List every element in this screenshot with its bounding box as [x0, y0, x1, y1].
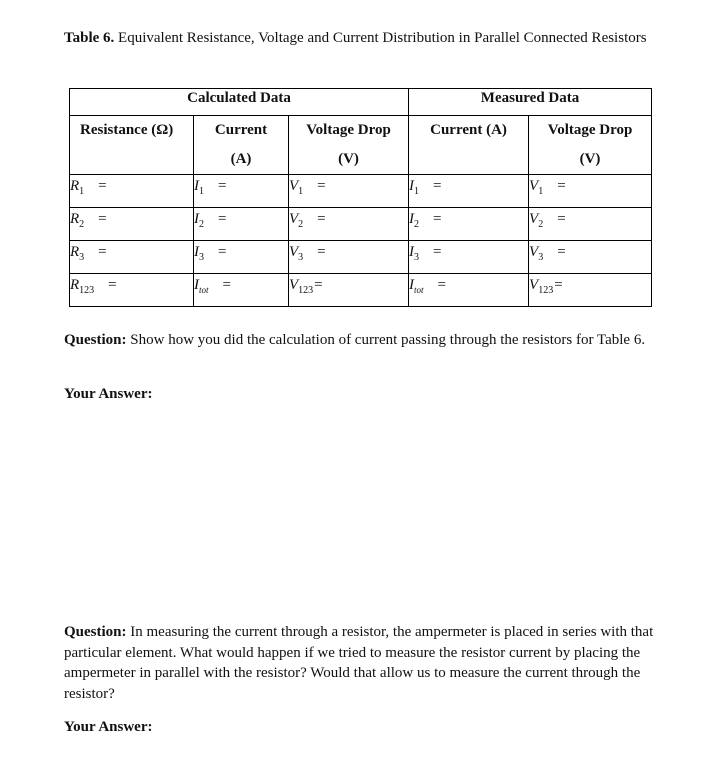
- table-cell[interactable]: [409, 208, 529, 241]
- answer-label-2: Your Answer:: [64, 719, 153, 735]
- table-row: [70, 208, 652, 241]
- subscript: 123: [538, 285, 554, 296]
- column-header-label: Voltage Drop: [306, 122, 391, 138]
- subscript: 3: [538, 252, 544, 263]
- equals-sign: =: [557, 178, 566, 194]
- equals-sign: =: [437, 277, 447, 293]
- column-header-calc-current: [194, 116, 289, 175]
- table-row: [70, 274, 652, 307]
- equals-sign: =: [317, 244, 326, 260]
- subscript: tot: [199, 285, 209, 295]
- subscript: 2: [414, 219, 420, 230]
- table-cell[interactable]: [194, 208, 289, 241]
- table-cell[interactable]: [289, 241, 409, 274]
- table-caption: [64, 28, 664, 49]
- symbol: I: [194, 178, 199, 194]
- symbol: I: [409, 277, 415, 293]
- table-cell[interactable]: [529, 175, 652, 208]
- table-cell[interactable]: [289, 274, 409, 307]
- equals-sign: =: [314, 277, 323, 293]
- equals-sign: =: [557, 211, 566, 227]
- column-header-label: Voltage Drop: [547, 122, 633, 138]
- table-caption-text: Equivalent Resistance, Voltage and Current Distribution in Parallel Connected Resistors: [114, 30, 647, 46]
- subscript: 3: [414, 252, 420, 263]
- equals-sign: =: [218, 178, 227, 194]
- symbol: R: [70, 277, 80, 293]
- column-header-label: Current: [214, 122, 268, 138]
- table-cell[interactable]: [409, 274, 529, 307]
- equals-sign: =: [557, 244, 566, 260]
- data-table: [69, 88, 652, 307]
- subscript: 123: [79, 285, 95, 296]
- table-cell[interactable]: [529, 241, 652, 274]
- equals-sign: =: [98, 211, 107, 227]
- equals-sign: =: [554, 277, 563, 293]
- symbol: I: [409, 244, 415, 260]
- subscript: 1: [538, 186, 544, 197]
- symbol: V: [289, 244, 299, 260]
- symbol: V: [529, 277, 539, 293]
- symbol: R: [70, 211, 80, 227]
- column-header-meas-current: [409, 116, 529, 175]
- question-label: Question:: [64, 332, 127, 348]
- table-cell[interactable]: [529, 274, 652, 307]
- table-cell[interactable]: [194, 175, 289, 208]
- column-header-unit: (V): [338, 151, 359, 167]
- table-cell[interactable]: [194, 274, 289, 307]
- symbol: R: [70, 244, 80, 260]
- column-header-unit: (V): [579, 151, 601, 167]
- subscript: 1: [414, 186, 420, 197]
- equals-sign: =: [98, 178, 107, 194]
- equals-sign: =: [433, 178, 442, 194]
- group-header-measured: Measured Data: [409, 89, 652, 116]
- question-1: [64, 330, 664, 351]
- subscript: 2: [199, 219, 204, 230]
- table-cell[interactable]: [409, 175, 529, 208]
- table-cell[interactable]: [194, 241, 289, 274]
- table-cell[interactable]: [70, 241, 194, 274]
- symbol: I: [194, 211, 199, 227]
- column-header-row: [70, 116, 652, 175]
- symbol: I: [194, 277, 199, 293]
- symbol: V: [289, 277, 299, 293]
- symbol: V: [289, 211, 299, 227]
- symbol: V: [529, 211, 539, 227]
- symbol: R: [70, 178, 80, 194]
- subscript: 2: [79, 219, 85, 230]
- table-cell[interactable]: [289, 208, 409, 241]
- symbol: V: [529, 244, 539, 260]
- subscript: 3: [199, 252, 204, 263]
- column-header-resistance: [70, 116, 194, 175]
- subscript: 1: [199, 186, 204, 197]
- question-text: Show how you did the calculation of current passing through the resistors for Table 6.: [126, 332, 646, 348]
- symbol: V: [289, 178, 299, 194]
- column-header-label: Resistance (Ω): [80, 122, 174, 138]
- question-2: [64, 622, 664, 704]
- group-header-row: [70, 89, 652, 116]
- subscript: tot: [414, 285, 424, 295]
- subscript: 3: [79, 252, 85, 263]
- table-row: [70, 241, 652, 274]
- question-text: In measuring the current through a resistor, the ampermeter is placed in series with that particular element. What would happen if we tried to measure the resistor current by placing the ampermeter in parallel with the resistor? Would that allow us to measure the current through the resistor?: [64, 624, 654, 702]
- column-header-calc-voltage: [289, 116, 409, 175]
- equals-sign: =: [433, 211, 442, 227]
- table-cell[interactable]: [70, 175, 194, 208]
- equals-sign: =: [317, 211, 326, 227]
- subscript: 123: [298, 285, 314, 296]
- question-label: Question:: [64, 624, 127, 640]
- table-cell[interactable]: [409, 241, 529, 274]
- column-header-unit: (A): [230, 151, 252, 167]
- table-cell[interactable]: [70, 208, 194, 241]
- column-header-label: Current (A): [430, 122, 507, 138]
- equals-sign: =: [98, 244, 107, 260]
- subscript: 1: [79, 186, 85, 197]
- symbol: I: [194, 244, 199, 260]
- subscript: 3: [298, 252, 304, 263]
- group-header-calculated: Calculated Data: [70, 89, 409, 116]
- subscript: 2: [538, 219, 544, 230]
- table-cell[interactable]: [289, 175, 409, 208]
- equals-sign: =: [108, 277, 117, 293]
- symbol: I: [409, 211, 415, 227]
- equals-sign: =: [218, 244, 227, 260]
- equals-sign: =: [222, 277, 231, 293]
- subscript: 2: [298, 219, 304, 230]
- equals-sign: =: [433, 244, 442, 260]
- equals-sign: =: [218, 211, 227, 227]
- symbol: V: [529, 178, 539, 194]
- table-cell[interactable]: [70, 274, 194, 307]
- equals-sign: =: [317, 178, 326, 194]
- answer-label-1: Your Answer:: [64, 386, 153, 402]
- table-caption-label: Table 6.: [64, 30, 115, 46]
- symbol: I: [409, 178, 415, 194]
- table-row: [70, 175, 652, 208]
- column-header-meas-voltage: [529, 116, 652, 175]
- table-cell[interactable]: [529, 208, 652, 241]
- subscript: 1: [298, 186, 304, 197]
